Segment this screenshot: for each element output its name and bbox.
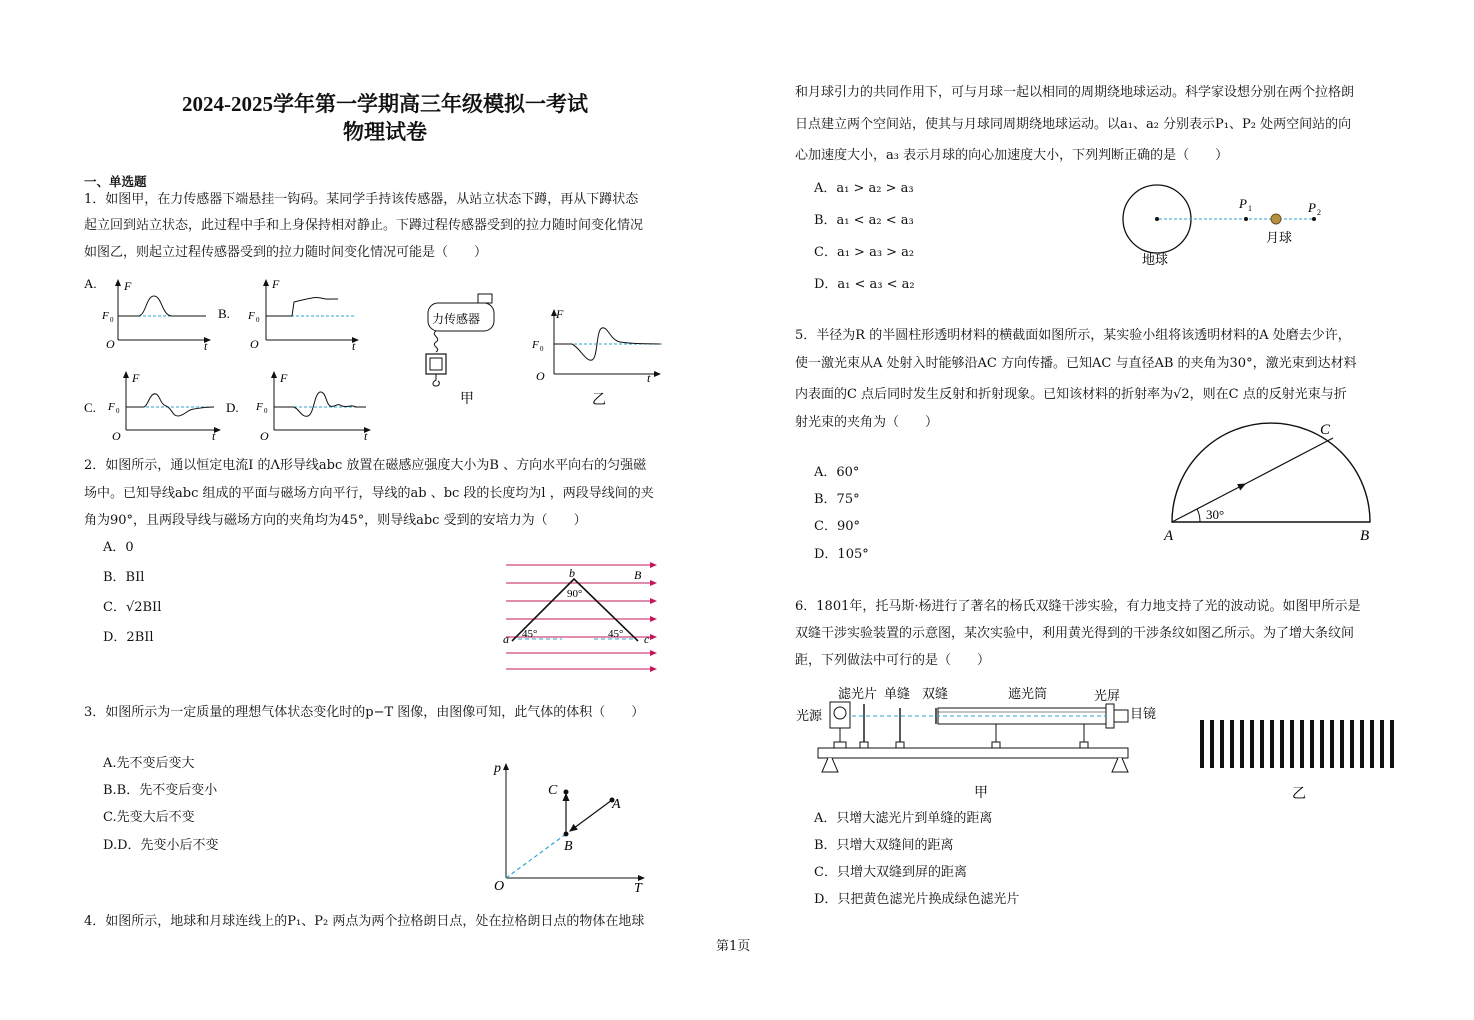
svg-text:b: b — [569, 566, 575, 580]
svg-text:30°: 30° — [1206, 507, 1225, 522]
q3-option-d: D.D．先变小后不变 — [103, 838, 219, 853]
svg-text:45°: 45° — [608, 628, 624, 640]
sensor-label: 力传感器 — [432, 312, 481, 326]
q1-opt-a-label: A. — [84, 276, 97, 291]
svg-text:O: O — [112, 429, 121, 443]
svg-text:地球: 地球 — [1142, 252, 1169, 267]
svg-text:F: F — [132, 371, 140, 385]
svg-text:2: 2 — [1317, 208, 1321, 217]
svg-text:0: 0 — [264, 407, 268, 415]
q1-line-2: 起立回到站立状态，此过程中手和上身保持相对静止。下蹲过程传感器受到的拉力随时间变化情况 — [84, 218, 644, 233]
svg-text:双缝: 双缝 — [922, 686, 949, 701]
svg-text:P: P — [1239, 196, 1247, 211]
svg-text:90°: 90° — [567, 588, 583, 600]
q6-option-d: D．只把黄色滤光片换成绿色滤光片 — [814, 892, 1020, 907]
svg-text:p: p — [494, 761, 501, 776]
q2-option-b: B．BIl — [103, 570, 145, 585]
svg-text:F: F — [272, 277, 280, 291]
q4-line-2: 和月球引力的共同作用下，可与月球一起以相同的周期绕地球运动。科学家设想分别在两个拉格朗 — [795, 85, 1355, 100]
q1-opt-c-label: C. — [84, 400, 96, 415]
svg-text:t: t — [364, 429, 368, 443]
svg-text:a: a — [503, 632, 509, 646]
section-heading: 一、单选题 — [84, 174, 147, 189]
svg-text:0: 0 — [540, 345, 544, 353]
q1-line-3: 如图乙，则起立过程传感器受到的拉力随时间变化情况可能是（ ） — [84, 245, 488, 260]
q4-line-3: 日点建立两个空间站，使其与月球同周期绕地球运动。以a₁、a₂ 分别表示P₁、P₂ 处两空间站的向 — [795, 117, 1352, 132]
page-number: 第1页 — [716, 939, 751, 954]
q3-option-a: A.先不变后变大 — [103, 756, 195, 771]
q6-option-a: A．只增大滤光片到单缝的距离 — [814, 811, 993, 826]
q6-apparatus-figure — [794, 680, 1174, 802]
svg-text:B: B — [634, 568, 642, 582]
q6-line-1: 6．1801年，托马斯·杨进行了著名的杨氏双缝干涉实验，有力地支持了光的波动说。如图甲所示是 — [795, 599, 1361, 614]
svg-text:O: O — [536, 369, 545, 383]
q5-option-b: B．75° — [814, 492, 860, 507]
q2-line-2: 场中。已知导线abc 组成的平面与磁场方向平行，导线的ab 、bc 段的长度均为l ，两段导线间的夹 — [84, 486, 654, 501]
svg-text:O: O — [260, 429, 269, 443]
q1-sensor-figure — [426, 294, 494, 407]
q6-line-3: 距，下列做法中可行的是（ ） — [795, 653, 991, 668]
q5-line-3: 内表面的C 点后同时发生反射和折射现象。已知该材料的折射率为√2，则在C 点的反射光束与折 — [795, 387, 1347, 402]
q2-option-a: A．0 — [103, 540, 134, 555]
q4-figure — [1114, 180, 1344, 270]
q1-graph-c — [107, 371, 220, 443]
q5-line-2: 使一激光束从A 处射入时能够沿AC 方向传播。已知AC 与直径AB 的夹角为30°，激光束到达材料 — [795, 356, 1357, 371]
svg-text:乙: 乙 — [592, 393, 606, 408]
q3-figure — [486, 752, 656, 898]
q4-option-c: C．a₁ > a₃ > a₂ — [814, 245, 915, 260]
svg-text:F: F — [102, 310, 109, 322]
exam-title: 2024-2025学年第一学期高三年级模拟一考试 — [182, 92, 588, 116]
svg-text:C: C — [1320, 422, 1331, 438]
q1-graph-b — [247, 277, 358, 353]
svg-text:遮光筒: 遮光筒 — [1008, 686, 1048, 701]
q1-figures — [80, 270, 710, 450]
svg-text:O: O — [106, 337, 115, 351]
svg-text:A: A — [1164, 528, 1174, 544]
svg-text:0: 0 — [110, 316, 114, 324]
svg-text:t: t — [204, 339, 208, 353]
q1-opt-b-label: B. — [218, 306, 230, 321]
svg-text:滤光片: 滤光片 — [838, 686, 878, 701]
q4-line-1: 4．如图所示，地球和月球连线上的P₁、P₂ 两点为两个拉格朗日点，处在拉格朗日点的物体在地球 — [84, 914, 645, 929]
svg-text:0: 0 — [116, 407, 120, 415]
svg-text:光屏: 光屏 — [1094, 688, 1121, 703]
q4-option-b: B．a₁ < a₂ < a₃ — [814, 213, 914, 228]
q4-line-4: 心加速度大小，a₃ 表示月球的向心加速度大小，下列判断正确的是（ ） — [795, 148, 1229, 163]
svg-text:T: T — [634, 881, 642, 896]
q5-line-4: 射光束的夹角为（ ） — [795, 415, 939, 430]
svg-text:甲: 甲 — [974, 786, 988, 801]
svg-text:F: F — [532, 339, 539, 351]
svg-text:P: P — [1308, 200, 1316, 215]
svg-text:乙: 乙 — [1292, 787, 1306, 802]
svg-text:B: B — [1360, 528, 1370, 544]
q6-option-c: C．只增大双缝到屏的距离 — [814, 865, 967, 880]
q2-option-d: D．2BIl — [103, 630, 154, 645]
q5-figure — [1160, 415, 1385, 545]
moon-icon — [1271, 214, 1281, 224]
q1-line-1: 1．如图甲，在力传感器下端悬挂一钩码。某同学手持该传感器，从站立状态下蹲，再从下蹲状态 — [84, 192, 639, 207]
q6-option-b: B．只增大双缝间的距离 — [814, 838, 954, 853]
q4-option-d: D．a₁ < a₃ < a₂ — [814, 277, 915, 292]
q2-line-3: 角为90°，且两段导线与磁场方向的夹角均为45°，则导线abc 受到的安培力为（ ） — [84, 513, 587, 528]
q4-option-a: A．a₁ > a₂ > a₃ — [814, 181, 914, 196]
svg-text:F: F — [280, 371, 288, 385]
svg-text:1: 1 — [1248, 204, 1252, 213]
q3-option-c: C.先变大后不变 — [103, 810, 195, 825]
svg-text:F: F — [556, 307, 564, 321]
svg-text:C: C — [548, 783, 558, 798]
svg-text:F: F — [256, 401, 263, 413]
svg-text:F: F — [108, 401, 115, 413]
q2-option-c: C．√2BIl — [103, 600, 162, 615]
svg-text:B: B — [564, 839, 573, 854]
svg-text:O: O — [250, 337, 259, 351]
svg-text:0: 0 — [256, 316, 260, 324]
svg-text:45°: 45° — [522, 628, 538, 640]
q3-line: 3．如图所示为一定质量的理想气体状态变化时的p−T 图像，由图像可知，此气体的体积（ ） — [84, 705, 645, 720]
svg-text:t: t — [352, 339, 356, 353]
svg-text:月球: 月球 — [1266, 230, 1293, 245]
exam-subtitle: 物理试卷 — [343, 120, 427, 144]
svg-text:光源: 光源 — [796, 708, 823, 723]
q5-option-c: C．90° — [814, 519, 860, 534]
q1-graph-a — [101, 279, 210, 353]
svg-text:t: t — [212, 429, 216, 443]
svg-text:A: A — [612, 797, 621, 812]
q5-option-a: A．60° — [814, 465, 860, 480]
svg-text:c: c — [644, 632, 650, 646]
q5-line-1: 5．半径为R 的半圆柱形透明材料的横截面如图所示，某实验小组将该透明材料的A 处磨去少许， — [795, 328, 1351, 343]
svg-text:t: t — [647, 371, 651, 385]
q5-option-d: D．105° — [814, 547, 869, 562]
q1-graph-d — [255, 371, 370, 443]
svg-text:目镜: 目镜 — [1130, 706, 1157, 721]
q2-figure — [500, 555, 670, 680]
q6-line-2: 双缝干涉实验装置的示意图，某次实验中，利用黄光得到的干涉条纹如图乙所示。为了增大条纹间 — [795, 626, 1355, 641]
svg-text:F: F — [124, 279, 132, 293]
q2-line-1: 2．如图所示，通以恒定电流I 的Λ形导线abc 放置在磁感应强度大小为B 、方向水平向右的匀强磁 — [84, 458, 647, 473]
svg-text:甲: 甲 — [460, 392, 474, 407]
q1-opt-d-label: D. — [226, 400, 239, 415]
q1-graph-yi — [531, 307, 662, 408]
svg-text:O: O — [494, 879, 505, 894]
q6-fringes-figure — [1190, 716, 1410, 806]
q3-option-b: B.B．先不变后变小 — [103, 783, 218, 798]
svg-text:F: F — [248, 310, 255, 322]
svg-text:单缝: 单缝 — [884, 686, 911, 701]
